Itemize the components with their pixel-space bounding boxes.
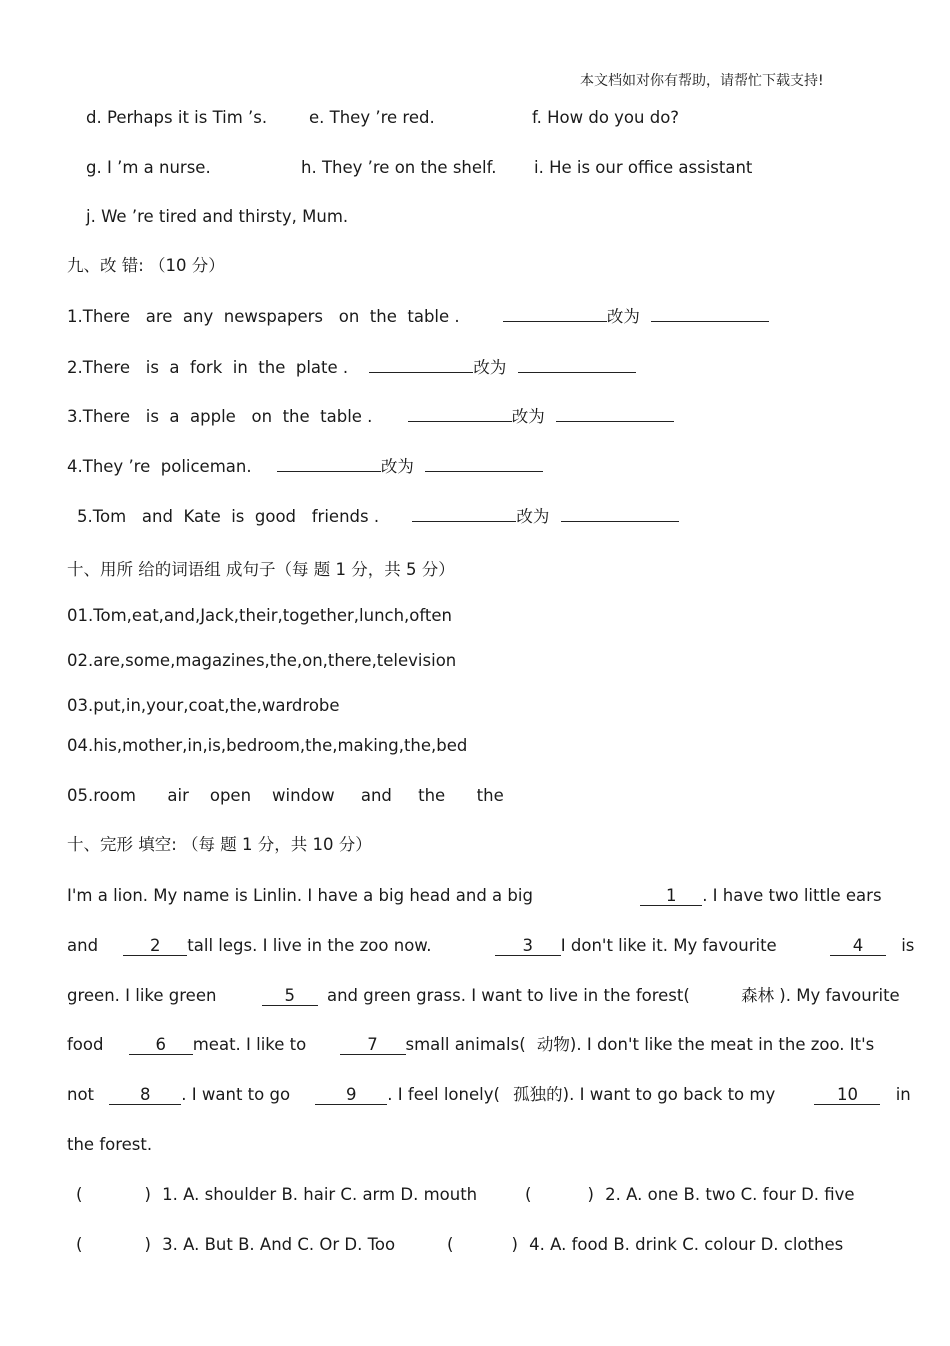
cloze-paragraph-line [67,985,900,1007]
correction-item [67,357,636,379]
cloze-blank-7[interactable]: 7 [340,1036,406,1055]
correction-sentence: 4.They ’re policeman. [67,457,252,476]
section-11-title: 十、完形 填空: （每 题 1 分，共 10 分） [67,835,372,854]
cloze-blank-9[interactable]: 9 [315,1086,387,1105]
choice-text: 4. A. food B. drink C. colour D. clothes [529,1235,844,1254]
word-order-item: 01.Tom,eat,and,Jack,their,together,lunch,often [67,606,452,625]
cloze-blank-4[interactable]: 4 [830,937,886,956]
cloze-text: green. I like green [67,986,217,1005]
answer-option-d: d. Perhaps it is Tim ’s. [86,108,268,127]
cloze-text: . I want to go [181,1085,291,1104]
word-order-item: 03.put,in,your,coat,the,wardrobe [67,696,340,715]
cloze-blank-6[interactable]: 6 [129,1036,193,1055]
cloze-paragraph-line [67,1034,874,1056]
cloze-blank-10[interactable]: 10 [814,1086,880,1105]
cloze-text: . I feel lonely( [387,1085,500,1104]
cloze-text: 森林 ). My favourite [741,986,900,1005]
cloze-text: is [901,936,915,955]
answer-paren: ( [447,1235,454,1254]
cloze-blank-5[interactable]: 5 [262,987,318,1006]
answer-option-h: h. They ’re on the shelf. [301,158,497,177]
choice-question-1 [76,1184,477,1206]
answer-option-g: g. I ’m a nurse. [86,158,211,177]
choice-question-2 [525,1184,855,1206]
cloze-text: I don't like it. My favourite [560,936,777,955]
cloze-blank-3[interactable]: 3 [495,937,561,956]
cloze-text: I'm a lion. My name is Linlin. I have a big head and a big [67,886,533,905]
cloze-text: . I have two little ears [702,886,882,905]
cloze-text: 孤独的). I want to go back to my [513,1085,776,1104]
answer-paren: ) [144,1235,151,1254]
cloze-paragraph-line: the forest. [67,1135,153,1154]
correction-blank[interactable] [556,421,674,422]
error-blank[interactable] [412,521,516,522]
section-10-title: 十、用所 给的词语组 成句子（每 题 1 分，共 5 分） [67,560,455,579]
change-to-label: 改为 [380,457,414,476]
choice-text: 2. A. one B. two C. four D. five [605,1185,855,1204]
cloze-blank-2[interactable]: 2 [123,937,187,956]
answer-option-f: f. How do you do? [532,108,680,127]
cloze-text: tall legs. I live in the zoo now. [187,936,432,955]
correction-item [77,506,679,528]
header-note: 本文档如对你有帮助，请帮忙下载支持! [580,73,824,89]
answer-option-i: i. He is our office assistant [534,158,753,177]
choice-question-3 [76,1234,395,1256]
answer-paren: ( [76,1235,83,1254]
change-to-label: 改为 [511,407,545,426]
correction-sentence: 2.There is a fork in the plate . [67,358,349,377]
correction-item [67,306,769,328]
answer-option-j: j. We ’re tired and thirsty, Mum. [86,207,349,226]
cloze-paragraph-line [67,1084,911,1106]
word-order-item: 04.his,mother,in,is,bedroom,the,making,the,bed [67,736,468,755]
error-blank[interactable] [408,421,512,422]
cloze-blank-8[interactable]: 8 [109,1086,181,1105]
error-blank[interactable] [277,471,381,472]
cloze-blank-1[interactable]: 1 [640,887,702,906]
choice-question-4 [447,1234,843,1256]
answer-paren: ( [76,1185,83,1204]
cloze-text: 动物). I don't like the meat in the zoo. It's [536,1035,875,1054]
change-to-label: 改为 [473,358,507,377]
answer-paren: ) [587,1185,594,1204]
answer-option-e: e. They ’re red. [309,108,435,127]
correction-blank[interactable] [561,521,679,522]
change-to-label: 改为 [516,507,550,526]
correction-blank[interactable] [651,321,769,322]
section-9-title: 九、改 错: （10 分） [67,256,225,275]
cloze-text: in [895,1085,911,1104]
answer-paren: ) [511,1235,518,1254]
answer-paren: ) [144,1185,151,1204]
change-to-label: 改为 [606,307,640,326]
correction-sentence: 5.Tom and Kate is good friends . [77,507,380,526]
cloze-text: and [67,936,99,955]
choice-text: 3. A. But B. And C. Or D. Too [162,1235,396,1254]
correction-sentence: 1.There are any newspapers on the table . [67,307,460,326]
correction-blank[interactable] [518,372,636,373]
error-blank[interactable] [369,372,473,373]
correction-item [67,406,674,428]
cloze-text: not [67,1085,95,1104]
cloze-paragraph-line [67,885,882,907]
cloze-text: meat. I like to [192,1035,307,1054]
cloze-text: small animals( [405,1035,526,1054]
answer-paren: ( [525,1185,532,1204]
correction-item [67,456,543,478]
error-blank[interactable] [503,321,607,322]
cloze-text: and green grass. I want to live in the forest( [326,986,690,1005]
word-order-item: 02.are,some,magazines,the,on,there,television [67,651,457,670]
correction-sentence: 3.There is a apple on the table . [67,407,373,426]
cloze-text: food [67,1035,104,1054]
correction-blank[interactable] [425,471,543,472]
cloze-paragraph-line [67,935,914,957]
choice-text: 1. A. shoulder B. hair C. arm D. mouth [162,1185,478,1204]
word-order-item: 05.room air open window and the the [67,786,504,805]
